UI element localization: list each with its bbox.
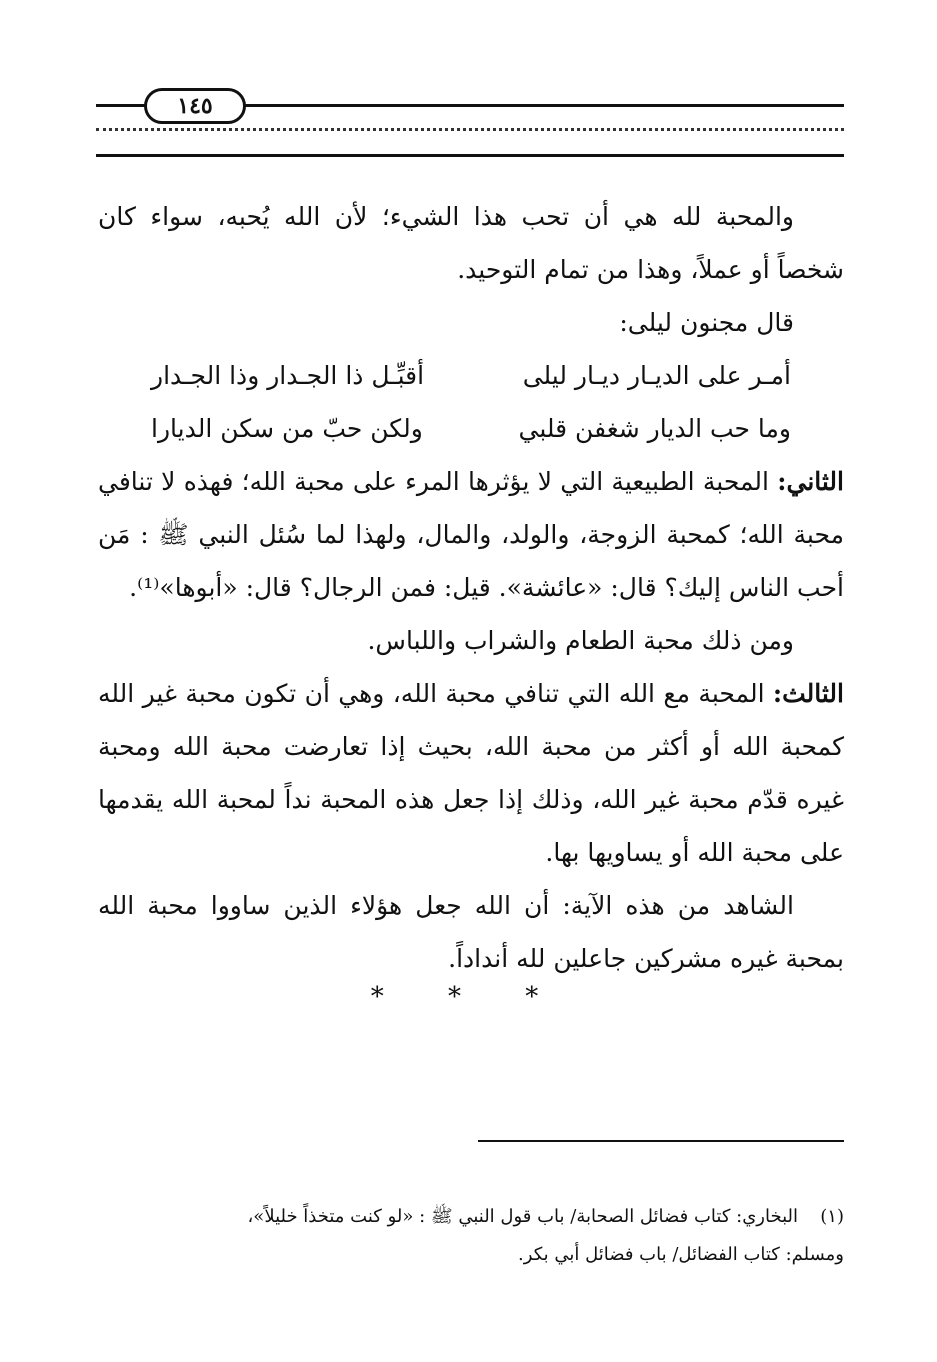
poem-hemistich-second: ولكن حبّ من سكن الديارا — [151, 414, 423, 443]
main-text — [98, 190, 844, 985]
page-number: ١٤٥ — [144, 88, 246, 124]
poem-verse — [151, 349, 791, 402]
footnote — [98, 1198, 844, 1274]
paragraph-4: ومن ذلك محبة الطعام والشراب واللباس. — [367, 626, 794, 655]
footnote-line-1 — [98, 1198, 844, 1236]
poem — [151, 349, 791, 455]
page-header — [96, 86, 844, 166]
paragraph-3-label: الثاني: — [777, 467, 844, 496]
paragraph-3-text: المحبة الطبيعية التي لا يؤثرها المرء على محبة الله؛ فهذه لا تنافي محبة الله؛ كمحبة الزوجة، والولد، والمال، ولهذا لما سُئل النبي ﷺ : مَن أحب الناس إليك؟ قال: «عائشة». قيل: فمن الرجال؟ قال: «أبوها»⁽¹⁾. — [98, 467, 844, 602]
footnote-number: (١) — [820, 1206, 844, 1227]
paragraph-6: الشاهد من هذه الآية: أن الله جعل هؤلاء الذين ساووا محبة الله بمحبة غيره مشركين جاعلين لله أنداداً. — [98, 891, 844, 973]
footnote-text-1: البخاري: كتاب فضائل الصحابة/ باب قول النبي ﷺ : «لو كنت متخذاً خليلاً»، — [247, 1206, 798, 1227]
paragraph-3 — [98, 455, 844, 614]
paragraph-5 — [98, 667, 844, 879]
paragraph-1: والمحبة لله هي أن تحب هذا الشيء؛ لأن الله يُحبه، سواء كان شخصاً أو عملاً، وهذا من تمام التوحيد. — [98, 202, 844, 284]
poem-hemistich-second: أقبِّـل ذا الجـدار وذا الجـدار — [151, 361, 425, 390]
poem-hemistich-first: وما حب الديار شغفن قلبي — [518, 414, 791, 443]
poem-verse — [151, 402, 791, 455]
section-separator: * * * — [370, 982, 567, 1012]
poem-hemistich-first: أمـر على الديـار ديـار ليلى — [522, 361, 791, 390]
header-bottom-rule — [96, 154, 844, 157]
paragraph-5-text: المحبة مع الله التي تنافي محبة الله، وهي أن تكون محبة غير الله كمحبة الله أو أكثر من محبة الله، بحيث إذا تعارضت محبة الله ومحبة غيره قدّم محبة غير الله، وذلك إذا جعل هذه المحبة نداً لمحبة الله يقدمها على محبة الله أو يساويها بها. — [98, 679, 844, 867]
paragraph-2: قال مجنون ليلى: — [619, 308, 794, 337]
paragraph-5-label: الثالث: — [772, 679, 844, 708]
footnote-rule — [478, 1140, 844, 1142]
footnote-line-2: ومسلم: كتاب الفضائل/ باب فضائل أبي بكر. — [518, 1244, 844, 1265]
header-dotted-rule — [96, 128, 844, 131]
